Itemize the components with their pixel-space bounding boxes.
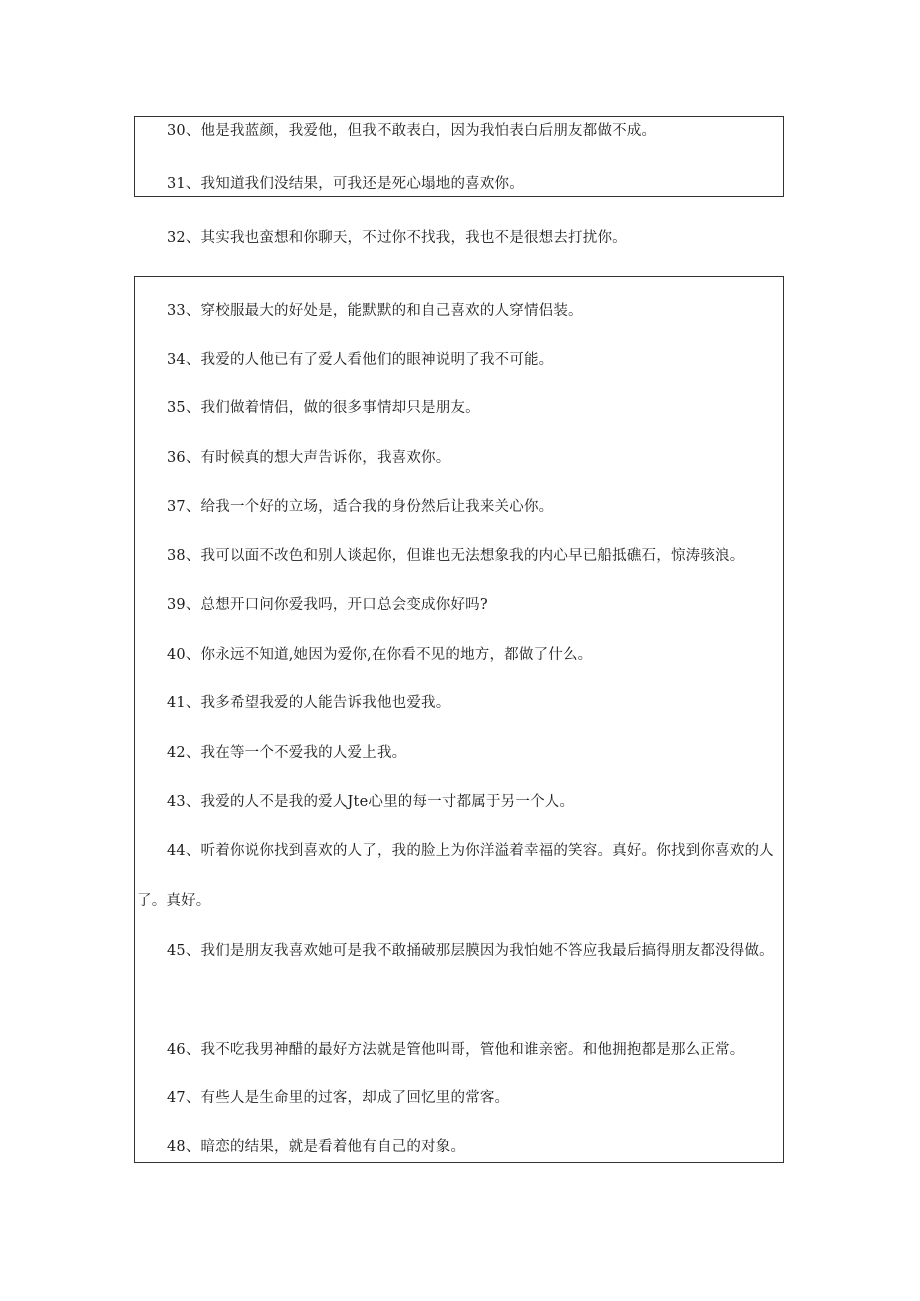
quote-41: 41、我多希望我爱的人能告诉我他也爱我。: [167, 695, 451, 711]
quote-33: 33、穿校服最大的好处是，能默默的和自己喜欢的人穿情侣装。: [167, 303, 583, 319]
quote-30: 30、他是我蓝颜，我爱他，但我不敢表白，因为我怕表白后朋友都做不成。: [167, 123, 657, 139]
quote-43: 43、我爱的人不是我的爱人Jte心里的每一寸都属于另一个人。: [167, 794, 575, 810]
quote-47: 47、有些人是生命里的过客，却成了回忆里的常客。: [167, 1090, 510, 1106]
quote-40: 40、你永远不知道,她因为爱你,在你看不见的地方，都做了什么。: [167, 647, 593, 663]
quote-36: 36、有时候真的想大声告诉你，我喜欢你。: [167, 450, 451, 466]
quote-31: 31、我知道我们没结果，可我还是死心塌地的喜欢你。: [167, 176, 524, 192]
quote-44: 44、听着你说你找到喜欢的人了，我的脸上为你洋溢着幸福的笑容。真好。你找到你喜欢的人了。真好。: [137, 843, 774, 909]
quote-34: 34、我爱的人他已有了爱人看他们的眼神说明了我不可能。: [167, 352, 554, 368]
quote-39: 39、总想开口问你爱我吗，开口总会变成你好吗?: [167, 597, 488, 613]
quote-32: 32、其实我也蛮想和你聊天，不过你不找我，我也不是很想去打扰你。: [167, 230, 627, 246]
quote-48: 48、暗恋的结果，就是看着他有自己的对象。: [167, 1139, 466, 1155]
quote-37: 37、给我一个好的立场，适合我的身份然后让我来关心你。: [167, 499, 554, 515]
quote-35: 35、我们做着情侣，做的很多事情却只是朋友。: [167, 400, 480, 416]
quote-45: 45、我们是朋友我喜欢她可是我不敢捅破那层膜因为我怕她不答应我最后搞得朋友都没得做。: [167, 943, 774, 959]
quote-42: 42、我在等一个不爱我的人爱上我。: [167, 745, 407, 761]
quote-38: 38、我可以面不改色和别人谈起你，但谁也无法想象我的内心早已船抵礁石，惊涛骇浪。: [167, 548, 745, 564]
quote-46: 46、我不吃我男神醋的最好方法就是管他叫哥，管他和谁亲密。和他拥抱都是那么正常。: [167, 1042, 745, 1058]
